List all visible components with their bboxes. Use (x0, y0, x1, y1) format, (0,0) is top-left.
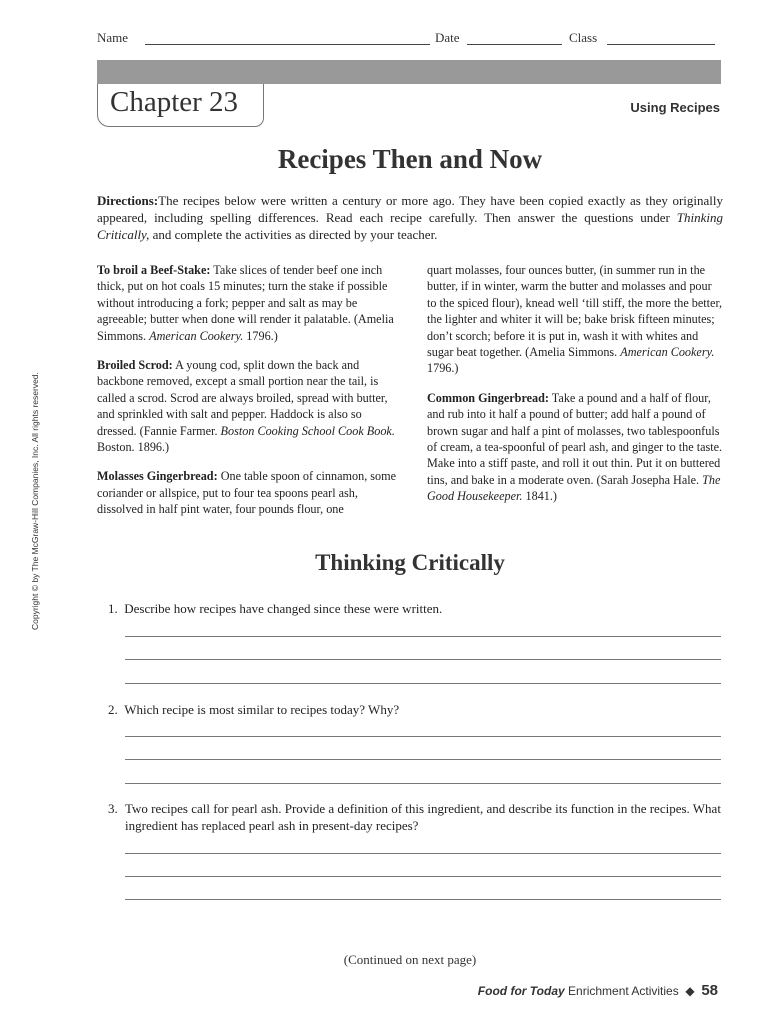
question-2: 2. Which recipe is most similar to recipes today? Why? (108, 702, 400, 717)
recipe-common-gingerbread: Common Gingerbread: Take a pound and a half of flour, and rub into it half a pound of butter; add half a pound of brown sugar and half a pint of molasses, two tablespoonfuls of cream, a tea-spoonful of pearl ash, and ginger to the taste. Make into a stiff paste, and roll it out thin. Put it on buttered tins, and bake in a moderate oven. (Sarah Josepha Hale. The Good Housekeeper. 1841.) (427, 390, 723, 504)
directions: Directions:The recipes below were written a century or more ago. They have been copied exactly as they originally appeared, including spelling differences. Read each recipe carefully. Then answer the questions under Thinking Critically, and complete the activities as directed by your teacher. (97, 193, 723, 242)
class-field[interactable] (607, 44, 715, 45)
continued-note: (Continued on next page) (343, 952, 477, 967)
answer-line[interactable] (125, 736, 721, 737)
header-band (97, 60, 721, 84)
name-label: Name (97, 30, 129, 45)
recipe-beef-steak: To broil a Beef-Stake: Take slices of tender beef one inch thick, put on hot coals 15 minutes; turn the stake if possible without introducing a fork; pepper and salt as may be agreeable; butter when done will render it palatable. (Amelia Simmons. American Cookery. 1796.) (97, 263, 394, 343)
recipe-column-left (97, 262, 397, 531)
answer-line[interactable] (125, 659, 721, 660)
recipe-column-right (427, 262, 723, 518)
page-title: Recipes Then and Now (277, 144, 543, 174)
chapter-title: Chapter 23 (110, 86, 239, 118)
answer-line[interactable] (125, 899, 721, 900)
recipe-molasses-gingerbread-continued: quart molasses, four ounces butter, (in summer run in the butter, if in winter, warm the butter and molasses and pour to the spiced flour), knead well ‘till stiff, the more the better, the lighter and whiter it will be; bake brisk fifteen minutes; don’t scorch; before it is put in, wash it with whites and sugar beat together. (Amelia Simmons. American Cookery. 1796.) (427, 263, 723, 376)
question-1: 1. Describe how recipes have changed since these were written. (108, 601, 443, 616)
page-number: 58 (701, 982, 718, 999)
recipe-broiled-scrod: Broiled Scrod: A young cod, split down the back and backbone removed, except a small portion near the tail, is called a scrod. Scrod are always broiled, spread with butter, and sprinkled with salt and pepper. Haddock is also so dressed. (Fannie Farmer. Boston Cooking School Cook Book. Boston. 1896.) (97, 358, 395, 455)
section-title: Using Recipes (630, 100, 720, 115)
diamond-icon: ◆ (685, 984, 695, 998)
answer-line[interactable] (125, 876, 721, 877)
class-label: Class (569, 30, 598, 45)
answer-line[interactable] (125, 636, 721, 637)
page-footer: Food for Today Enrichment Activities ◆ 58 (477, 982, 718, 999)
question-3: 3. Two recipes call for pearl ash. Provide a definition of this ingredient, and describe its function in the recipes. What ingredient has replaced pearl ash in present-day recipes? (108, 801, 721, 833)
answer-line[interactable] (125, 783, 721, 784)
thinking-critically-heading: Thinking Critically (315, 550, 505, 575)
name-field[interactable] (145, 44, 430, 45)
answer-line[interactable] (125, 759, 721, 760)
answer-line[interactable] (125, 683, 721, 684)
directions-label: Directions: (97, 193, 159, 208)
date-field[interactable] (467, 44, 562, 45)
date-label: Date (435, 30, 460, 45)
recipe-molasses-gingerbread: Molasses Gingerbread: One table spoon of cinnamon, some coriander or allspice, put to four tea spoons pearl ash, dissolved in half pint water, four pounds flour, one (97, 469, 397, 517)
copyright-notice: Copyright © by The McGraw-Hill Companies, Inc. All rights reserved. (30, 372, 40, 630)
answer-line[interactable] (125, 853, 721, 854)
